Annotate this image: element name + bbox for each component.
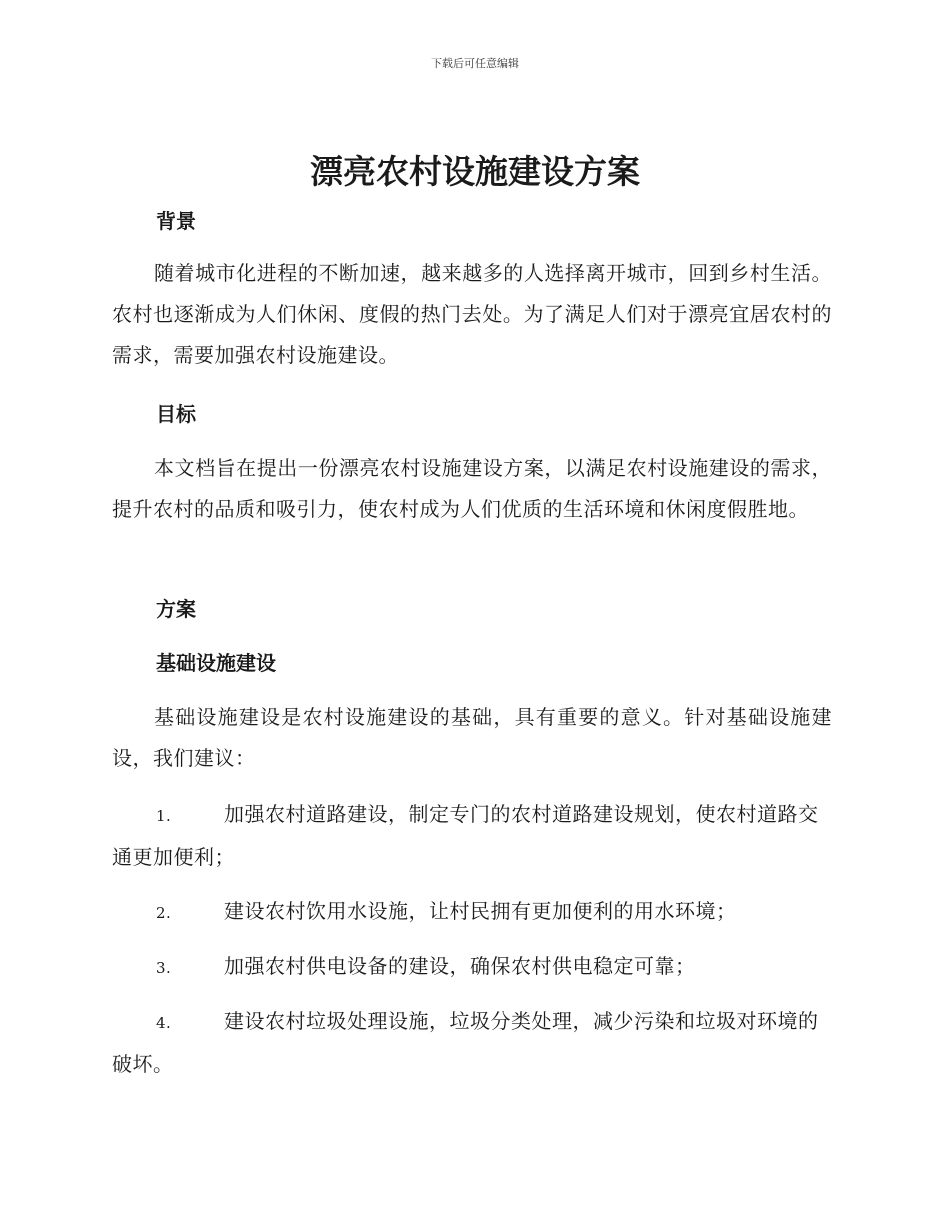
list-item-2 bbox=[112, 891, 832, 934]
subheading-infrastructure: 基础设施建设 bbox=[156, 651, 276, 675]
paragraph-background: 随着城市化进程的不断加速，越来越多的人选择离开城市，回到乡村生活。农村也逐渐成为人们休闲、度假的热门去处。为了满足人们对于漂亮宜居农村的需求，需要加强农村设施建设。 bbox=[112, 261, 832, 367]
list-item-1 bbox=[112, 794, 832, 878]
paragraph-infrastructure: 基础设施建设是农村设施建设的基础，具有重要的意义。针对基础设施建设，我们建议： bbox=[112, 705, 832, 770]
list-item-3 bbox=[112, 946, 832, 989]
list-item-text: 建设农村垃圾处理设施，垃圾分类处理，减少污染和垃圾对环境的破坏。 bbox=[112, 1009, 819, 1076]
document-title: 漂亮农村设施建设方案 bbox=[310, 152, 640, 191]
list-item-text: 建设农村饮用水设施，让村民拥有更加便利的用水环境； bbox=[224, 899, 737, 923]
list-number: 4. bbox=[156, 1014, 172, 1032]
heading-background: 背景 bbox=[156, 209, 196, 233]
heading-goal: 目标 bbox=[156, 402, 196, 426]
list-number: 2. bbox=[156, 904, 172, 922]
header-note: 下载后可任意编辑 bbox=[431, 57, 519, 70]
list-item-4 bbox=[112, 1001, 832, 1085]
list-item-text: 加强农村供电设备的建设，确保农村供电稳定可靠； bbox=[224, 954, 696, 978]
list-number: 3. bbox=[156, 959, 172, 977]
list-number: 1. bbox=[156, 807, 172, 825]
list-item-text: 加强农村道路建设，制定专门的农村道路建设规划，使农村道路交通更加便利； bbox=[112, 802, 819, 869]
heading-plan: 方案 bbox=[156, 597, 196, 621]
paragraph-goal: 本文档旨在提出一份漂亮农村设施建设方案，以满足农村设施建设的需求，提升农村的品质和吸引力，使农村成为人们优质的生活环境和休闲度假胜地。 bbox=[112, 456, 832, 521]
